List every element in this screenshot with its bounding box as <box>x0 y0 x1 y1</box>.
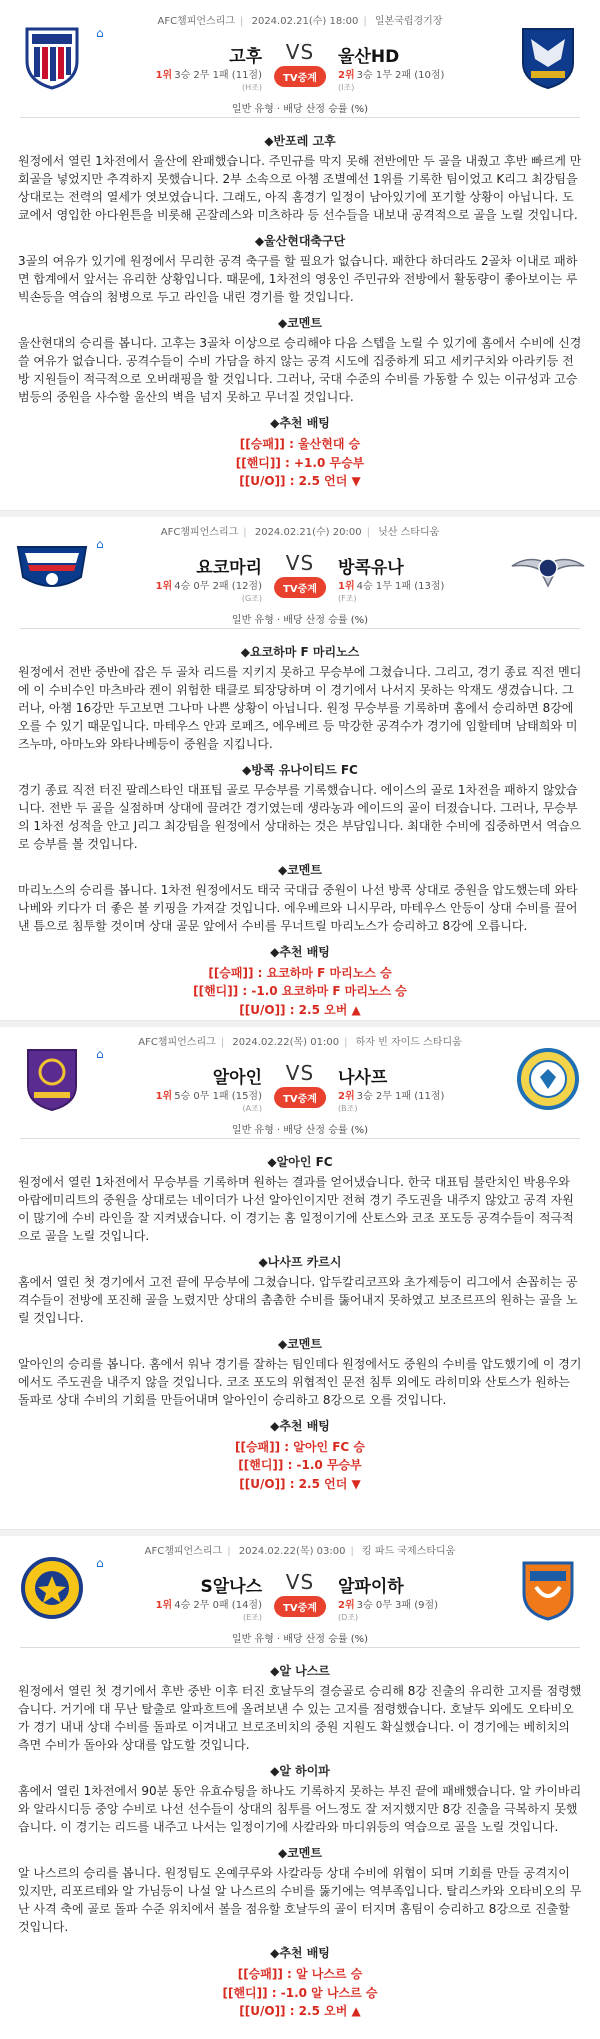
away-group: (F조) <box>338 593 357 603</box>
section-text: 알아인의 승리를 봅니다. 홈에서 워낙 경기를 잘하는 팀인데다 원정에서도 중원의 수비를 압도했기에 이 경기에서도 주도권을 내주지 않을 것입니다. 코조 포도의 위협적인 문전 침투 외에도 라히미와 산토스가 원하는 돌파로 상대 수비의 기회를 만들어내며 알아인이 승리하고 8강으로 오를 것입니다. <box>18 1356 582 1407</box>
recommended-bets <box>18 1944 582 2021</box>
away-team-name: 울산HD <box>338 47 400 67</box>
analysis-section <box>18 761 582 853</box>
match-card <box>0 0 600 510</box>
home-rank: 1위 <box>155 70 173 81</box>
home-record-text: 5승 0무 1패 (15점) <box>174 1090 262 1102</box>
league-name: AFC챔피언스리그 <box>157 16 236 27</box>
match-meta: AFC챔피언스리그 | 2024.02.22(목) 03:00 | 킹 파드 국제스타디움 <box>144 1546 456 1558</box>
pick-handicap: [[핸디]] : -1.0 무승부 <box>238 1458 362 1473</box>
home-group: (G조) <box>241 593 262 603</box>
pick-over-under: [[U/O]] : 2.5 오버 ▲ <box>239 1002 361 1017</box>
home-team-record <box>156 577 262 604</box>
section-title: ◆알아인 FC <box>267 1154 333 1169</box>
tv-broadcast-badge[interactable]: TV중계 <box>274 1087 326 1108</box>
match-date: 2024.02.22(목) 01:00 <box>232 1036 340 1048</box>
section-text: 3골의 여유가 있기에 원정에서 무리한 공격 축구를 할 필요가 없습니다. 패한다 하더라도 2골차 이내로 패하면 합계에서 앞서는 유리한 상황입니다. 때문에, 1차전의 영웅인 주민규와 전방에서 활동량이 좋아보이는 루빅손등을 역습의 첨병으로 두고 라인을 내린 경기를 할 것입니다. <box>18 254 578 304</box>
section-text: 경기 종료 직전 터진 팔레스타인 대표팁 골로 무승부를 기록했습니다. 에이스의 골로 1차전을 패하지 않았습니다. 전반 두 골을 실점하며 상대에 끌려간 경기였는데 생라농과 에이드의 골이 터졌습니다. 그러나, 무승부의 1차전 성적을 안고 J리그 최강팀을 원정에서 상대하는 것은 부담입니다. 최대한 수비에 집중하면서 역습으로 승부를 볼 것입니다. <box>18 782 582 851</box>
match-meta: AFC챔피언스리그 | 2024.02.22(목) 01:00 | 하자 빈 자이드 스타디움 <box>138 1036 462 1048</box>
home-team-name: S알나스 <box>200 1577 262 1598</box>
recommended-bets <box>18 414 582 491</box>
recommended-bets <box>18 943 582 1020</box>
analysis-body <box>0 126 600 491</box>
pick-handicap: [[핸디]] : -1.0 요코하마 F 마리노스 승 <box>193 984 407 999</box>
league-name: AFC챔피언스리그 <box>144 1546 223 1558</box>
pick-over-under: [[U/O]] : 2.5 오버 ▲ <box>239 2004 361 2019</box>
away-team-record <box>338 1596 438 1623</box>
home-group: (A조) <box>242 1103 262 1113</box>
match-header <box>0 0 600 126</box>
pick-handicap: [[핸디]] : -1.0 알 나스르 승 <box>222 1985 378 2000</box>
analysis-section <box>18 1253 582 1327</box>
away-group: (I조) <box>338 83 355 92</box>
match-card <box>0 1020 600 1530</box>
league-name: AFC챔피언스리그 <box>160 526 239 538</box>
match-card <box>0 510 600 1020</box>
pick-win-loss: [[승패]] : 알 나스르 승 <box>237 1967 363 1982</box>
home-group: (H조) <box>242 83 262 92</box>
match-date: 2024.02.21(수) 20:00 <box>254 526 362 538</box>
home-record-text: 4승 0무 2패 (12점) <box>174 580 262 592</box>
away-team-name: 알파이하 <box>338 1577 404 1598</box>
divider <box>20 1647 580 1648</box>
match-card <box>0 1529 600 2039</box>
section-title: ◆알 하이파 <box>270 1764 330 1779</box>
card-separator <box>0 1530 600 1536</box>
card-separator <box>0 511 600 517</box>
analysis-section <box>18 861 582 935</box>
away-record-text: 3승 2무 1패 (11점) <box>356 1090 445 1102</box>
away-record-text: 3승 0무 3패 (9점) <box>356 1600 439 1612</box>
nasaf-crest-icon <box>508 1043 588 1115</box>
bangkok-united-crest-icon <box>508 533 588 605</box>
match-date: 2024.02.21(수) 18:00 <box>251 16 359 27</box>
analysis-section <box>18 1335 582 1409</box>
home-team-record <box>156 1087 262 1114</box>
home-rank: 1위 <box>155 1600 173 1612</box>
pick-over-under: [[U/O]] : 2.5 언더 ▼ <box>239 474 361 489</box>
recommended-bets <box>18 1417 582 1494</box>
home-team-name: 알아인 <box>212 1067 262 1088</box>
home-icon: ⌂ <box>96 26 104 40</box>
home-icon: ⌂ <box>96 1556 104 1571</box>
ulsan-hd-crest-icon <box>508 22 588 94</box>
bet-type-label: 일반 유형 · 배당 산정 승률 (%) <box>231 614 369 626</box>
pick-handicap: [[핸디]] : +1.0 무승부 <box>235 455 365 470</box>
home-rank: 1위 <box>155 580 173 592</box>
divider <box>20 1138 580 1139</box>
section-text: 마리노스의 승리를 봅니다. 1차전 원정에서도 태국 국대급 중원이 나선 방콕 상대로 중원을 압도했는데 와타나베와 키다가 더 좋은 볼 키핑을 가져갈 것입니다. 에우베르와 니시무라, 마테우스 안등이 상대 수비를 끌어낸 틈으로 침투할 것이며 상대 골문 앞에서 수비를 무너트릴 마리노스가 승리하고 8강에 오릅니다. <box>18 882 578 933</box>
analysis-section <box>18 132 582 224</box>
section-title: ◆반포레 고후 <box>264 134 336 148</box>
section-title: ◆울산현대축구단 <box>254 234 346 248</box>
tv-broadcast-badge[interactable]: TV중계 <box>274 577 326 598</box>
section-text: 홈에서 열린 1차전에서 90분 동안 유효슈팅을 하나도 기록하지 못하는 부진 끝에 패배했습니다. 알 카이바리와 알라시디등 중앙 수비로 나선 선수들이 상대의 침투를 어느정도 잘 저지했지만 8강 진출을 극복하지 못했습니다. 이 경기는 리드를 내주고 나서는 일정이기에 사칼라와 마디위등의 역습으로 골을 노릴 것입니다. <box>18 1784 582 1835</box>
tv-broadcast-badge[interactable]: TV중계 <box>274 1596 326 1617</box>
analysis-section <box>18 232 582 306</box>
bet-type-label: 일반 유형 · 배당 산정 승률 (%) <box>231 104 369 115</box>
al-fayha-crest-icon <box>508 1552 588 1624</box>
away-team-record <box>338 1087 444 1114</box>
pick-win-loss: [[승패]] : 울산현대 승 <box>239 437 361 451</box>
away-rank: 2위 <box>338 70 355 81</box>
away-team-name: 방콕유나 <box>338 557 404 578</box>
divider <box>20 628 580 629</box>
match-header <box>0 1021 600 1147</box>
analysis-body <box>0 637 600 1020</box>
match-meta: AFC챔피언스리그 | 2024.02.21(수) 20:00 | 닛산 스타디움 <box>160 526 440 538</box>
section-text: 원정에서 열린 첫 경기에서 후반 중반 이후 터진 호날두의 결승골로 승리해 8강 진출의 유리한 고지를 점령했습니다. 거기에 대 무난 탈출로 알파흐트에 올려보낸 수 있는 고지를 점령했습니다. 호날두 외에도 오타비오가 경기 내내 상대 수비를 돌파로 이겨내고 브로조비치의 중원 지원도 확실했습니다. 이 경기에는 베히치의 측면 수비가 돌아와 상대를 압도할 것입니다. <box>18 1684 582 1753</box>
section-text: 울산현대의 승리를 봅니다. 고후는 3골차 이상으로 승리해야 다음 스텝을 노릴 수 있기에 홈에서 수비에 신경쓸 여유가 없습니다. 공격수들이 수비 가담을 하지 않는 공격 시도에 집중하게 되고 세키구치와 아라키등 전방 지원들이 적극적으로 오버래핑을 할 것입니다. 그러나, 국대 수준의 수비를 가동할 수 있는 이규성과 고승범등의 중원을 사수할 울산의 벽을 넘지 못하고 무너질 것입니다. <box>18 336 582 404</box>
analysis-body <box>0 1656 600 2021</box>
section-title: ◆알 나스르 <box>270 1664 330 1679</box>
section-text: 원정에서 열린 1차전에서 무승부를 기록하며 원하는 결과를 얻어냈습니다. 한국 대표팀 불란치인 박용우와 아랍에미리트의 중원을 상대로는 네이더가 나선 알아인이지만 전혀 경기 주도권을 내주지 않았고 공격 자원이 많기에 수비 라인을 잘 지켜냈습니다. 이 경기는 홈 일정이기에 산토스와 코조 포도등 공격수들이 적극적으로 골을 노릴 것입니다. <box>18 1174 574 1243</box>
home-record-text: 4승 2무 0패 (14점) <box>174 1600 262 1612</box>
away-group: (D조) <box>338 1613 359 1623</box>
home-rank: 1위 <box>155 1090 173 1102</box>
analysis-section <box>18 1662 582 1754</box>
section-title: ◆코멘트 <box>277 862 322 877</box>
away-team-record <box>338 577 444 604</box>
home-record-text: 3승 2무 1패 (11점) <box>174 70 262 81</box>
vs-label: VS <box>285 1570 315 1595</box>
away-record-text: 4승 1무 1패 (13점) <box>356 580 445 592</box>
home-team-record <box>156 1596 262 1623</box>
picks-title: ◆추천 배팅 <box>270 416 330 430</box>
analysis-section <box>18 1844 582 1936</box>
pick-over-under: [[U/O]] : 2.5 언더 ▼ <box>239 1476 361 1491</box>
match-meta: AFC챔피언스리그 | 2024.02.21(수) 18:00 | 일본국립경기장 <box>157 16 443 27</box>
match-venue: 닛산 스타디움 <box>378 526 440 538</box>
away-record-text: 3승 1무 2패 (10점) <box>356 70 445 81</box>
home-icon: ⌂ <box>96 1046 104 1061</box>
home-team-record <box>156 66 262 93</box>
section-text: 알 나스르의 승리를 봅니다. 원정팀도 온예쿠루와 사칼라등 상대 수비에 위협이 되며 기회를 만들 공격지이 있지만, 리포르테와 알 가님등이 나설 알 나스르의 수비를 뚫기에는 역부족입니다. 탈리스카와 오타비오의 무난 사격 축에 골로 돌파 수준 위치에서 볼을 점유할 호날두의 골이 터지며 홈팀이 승리하고 8강으로 진출할 것입니다. <box>18 1866 582 1935</box>
match-venue: 일본국립경기장 <box>374 16 443 27</box>
section-title: ◆요코하마 F 마리노스 <box>240 644 360 659</box>
analysis-section <box>18 1762 582 1836</box>
home-team-name: 고후 <box>229 47 262 67</box>
match-venue: 하자 빈 자이드 스타디움 <box>355 1036 462 1048</box>
section-title: ◆코멘트 <box>277 316 322 330</box>
away-group: (B조) <box>338 1103 358 1113</box>
divider <box>20 117 580 118</box>
home-team-name: 요코마리 <box>196 557 262 578</box>
away-team-record <box>338 66 444 93</box>
bet-type-label: 일반 유형 · 배당 산정 승률 (%) <box>231 1634 369 1646</box>
section-text: 원정에서 열린 1차전에서 울산에 완패했습니다. 주민규를 막지 못해 전반에만 두 골을 내줬고 후반 빠르게 만회골을 넣었지만 추격하지 못했습니다. 2부 소속으로 아챔 조별예선 1위를 기록한 팀이었고 K리그 최강팀을 상대로는 전력의 열세가 엿보였습니다. 그래도, 아직 홈경기 일정이 남아있기에 포기할 상황이 아닙니다. 도쿄에서 영입한 아다윈튼을 비롯해 곤잘레스와 미츠하라 등 선수들을 내보내 공격적으로 골을 노릴 것입니다. <box>18 154 582 222</box>
away-team-name: 나사프 <box>338 1067 388 1088</box>
section-title: ◆방콕 유나이티드 FC <box>242 762 358 777</box>
picks-title: ◆추천 배팅 <box>270 1946 330 1961</box>
tv-broadcast-badge[interactable]: TV중계 <box>274 66 326 87</box>
vs-label: VS <box>285 550 315 575</box>
match-venue: 킹 파드 국제스타디움 <box>362 1546 456 1558</box>
bet-type-label: 일반 유형 · 배당 산정 승률 (%) <box>231 1124 369 1136</box>
away-rank: 1위 <box>338 580 355 592</box>
card-separator <box>0 1021 600 1027</box>
match-header <box>0 511 600 637</box>
home-icon: ⌂ <box>96 536 104 551</box>
picks-title: ◆추천 배팅 <box>270 1418 330 1433</box>
analysis-section <box>18 314 582 406</box>
picks-title: ◆추천 배팅 <box>270 944 330 959</box>
section-title: ◆코멘트 <box>277 1846 322 1861</box>
analysis-section <box>18 1153 582 1245</box>
vs-label: VS <box>285 1060 315 1085</box>
home-group: (E조) <box>242 1613 262 1623</box>
vs-label: VS <box>285 40 315 64</box>
match-header <box>0 1530 600 1656</box>
match-date: 2024.02.22(목) 03:00 <box>238 1546 346 1558</box>
pick-win-loss: [[승패]] : 요코하마 F 마리노스 승 <box>208 965 392 980</box>
analysis-section <box>18 643 582 753</box>
section-text: 홈에서 열린 첫 경기에서 고전 끝에 무승부에 그쳤습니다. 압두칼리코프와 초가제등이 리그에서 손꼽히는 공격수들이 전방에 포진해 골을 노렸지만 상대의 촘촘한 수비를 뚫어내지 못하였고 보조르프의 원하는 골을 노릴 것입니다. <box>18 1274 578 1325</box>
analysis-body <box>0 1147 600 1494</box>
section-title: ◆코멘트 <box>277 1336 322 1351</box>
league-name: AFC챔피언스리그 <box>138 1036 216 1048</box>
pick-win-loss: [[승패]] : 알아인 FC 승 <box>234 1439 365 1454</box>
section-title: ◆나사프 카르시 <box>258 1254 342 1269</box>
away-rank: 2위 <box>338 1600 355 1612</box>
section-text: 원정에서 전반 중반에 잡은 두 골차 리드를 지키지 못하고 무승부에 그쳤습니다. 그리고, 경기 종료 직전 멘디에 이 수비수인 마츠바라 켄이 위험한 태클로 퇴장당하며 이 경기에서 나서지 못하는 악재도 생겼습니다. 그러나, 아챔 16강만 두고보면 그나마 나쁜 상황이 아닙니다. 원정 무승부를 기록하며 홈에서 승리하면 8강에 오를 수 있기 때문입니다. 마테우스 안과 로페즈, 에우베르 등 막강한 공격수가 경기에 임할테며 남태희와 미즈누마, 아마노와 와타나베등이 중원을 지킵니다. <box>18 664 582 751</box>
away-rank: 2위 <box>338 1090 355 1102</box>
